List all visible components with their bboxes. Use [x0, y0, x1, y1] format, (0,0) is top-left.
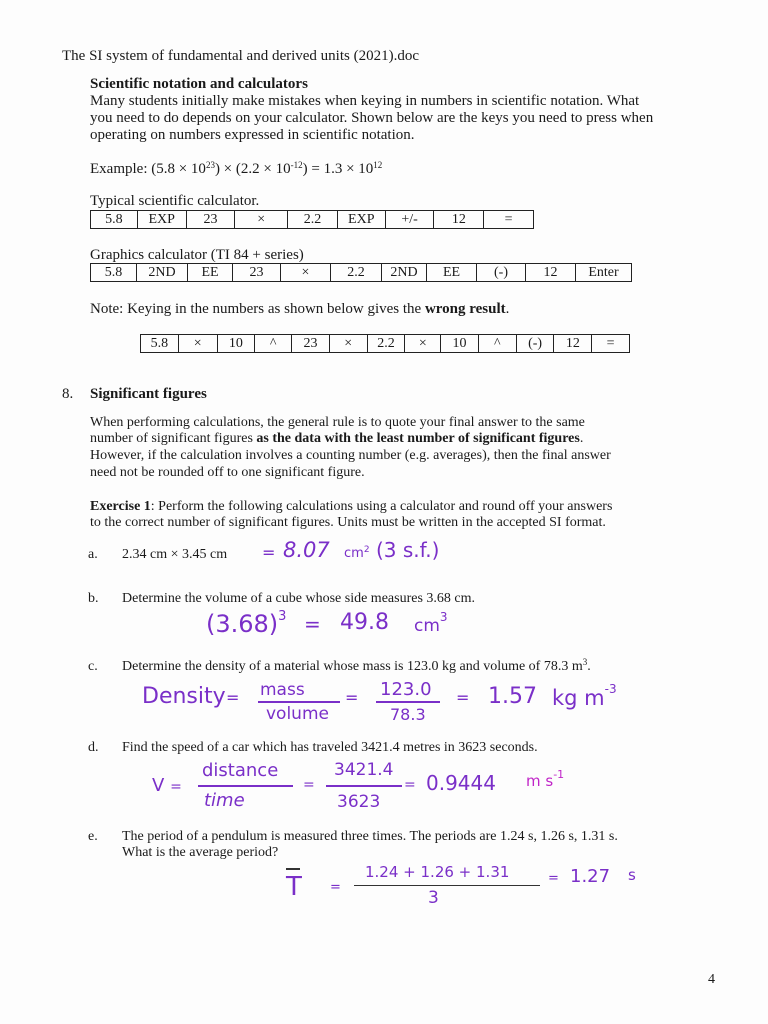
typical-calculator-label: Typical scientific calculator. [90, 193, 260, 209]
key: +/- [386, 211, 435, 228]
item-c-question: Determine the density of a material whose mass is 123.0 kg and volume of 78.3 $m^3$. [122, 657, 591, 674]
typical-calculator-key-sequence [90, 210, 534, 229]
sigfig-paragraph-line-1: When performing calculations, the general rule is to quote your final answer to the same [90, 415, 585, 430]
item-letter-b: b. [88, 591, 99, 606]
key: 23 [187, 211, 236, 228]
key: 5.8 [91, 211, 138, 228]
key: × [405, 335, 441, 352]
answer-d-value: 0.9444 [426, 771, 496, 795]
key: (-) [517, 335, 555, 352]
answer-c-value: 1.57 [488, 684, 537, 709]
item-e-question-line-1: The period of a pendulum is measured three times. The periods are 1.24 s, 1.26 s, 1.31 s. [122, 829, 618, 844]
answer-d-lhs: V = [152, 775, 182, 796]
answer-d-numerator: distance [202, 760, 279, 781]
key: 5.8 [141, 335, 179, 352]
intro-paragraph-line-1: Many students initially make mistakes when keying in numbers in scientific notation. What [90, 93, 640, 109]
key: EXP [138, 211, 187, 228]
wrong-key-sequence [140, 334, 630, 353]
answer-c-fraction-bar-2 [376, 701, 440, 703]
answer-d-fraction-bar [198, 785, 293, 787]
answer-d-numerator-2: 3421.4 [334, 760, 394, 780]
answer-d-denominator-2: 3623 [337, 792, 381, 812]
key: 5.8 [91, 264, 137, 281]
answer-c-numerator: mass [260, 680, 305, 700]
graphics-calculator-label: Graphics calculator (TI 84 + series) [90, 247, 304, 263]
key: EE [427, 264, 477, 281]
exercise-line-1: Exercise 1: Perform the following calculations using a calculator and round off your answers [90, 499, 613, 514]
answer-c-denominator-2: 78.3 [390, 705, 426, 724]
item-letter-a: a. [88, 547, 98, 562]
key: 2.2 [331, 264, 382, 281]
answer-b-lhs: $(3.68)^3$ [206, 609, 287, 638]
key: × [330, 335, 368, 352]
answer-c-equals-1: = [226, 688, 240, 707]
answer-e-numerator: 1.24 + 1.26 + 1.31 [365, 863, 510, 881]
answer-e-bar-over-t [286, 868, 300, 870]
section-heading-significant-figures: Significant figures [90, 386, 207, 402]
item-d-question: Find the speed of a car which has traveled 3421.4 metres in 3623 seconds. [122, 740, 538, 755]
key: 23 [233, 264, 281, 281]
answer-d-fraction-bar-2 [326, 785, 402, 787]
answer-e-lhs: T [286, 872, 302, 902]
key: (-) [477, 264, 526, 281]
answer-c-fraction-bar [258, 701, 340, 703]
key: × [235, 211, 288, 228]
item-a-question: 2.34 cm × 3.45 cm [122, 547, 228, 562]
answer-b-unit: $cm^3$ [414, 610, 448, 636]
key: × [281, 264, 331, 281]
answer-c-lhs: Density [142, 684, 226, 709]
answer-e-equals-2: = [548, 871, 559, 886]
item-e-question-line-2: What is the average period? [122, 845, 279, 860]
answer-a-note: (3 s.f.) [376, 538, 440, 562]
answer-c-numerator-2: 123.0 [380, 679, 432, 700]
item-letter-d: d. [88, 740, 99, 755]
key: 2ND [382, 264, 427, 281]
answer-d-unit: m $s^{-1}$ [526, 768, 565, 790]
key: 2.2 [288, 211, 338, 228]
sigfig-paragraph-line-3: However, if the calculation involves a counting number (e.g. averages), then the final answer [90, 448, 611, 463]
document-title: The SI system of fundamental and derived units (2021).doc [62, 48, 419, 64]
answer-e-fraction-bar [354, 885, 540, 886]
exercise-line-2: to the correct number of significant figures. Units must be written in the accepted SI format. [90, 515, 606, 530]
key: 2.2 [368, 335, 406, 352]
answer-e-equals-1: = [330, 880, 341, 895]
graphics-calculator-key-sequence [90, 263, 632, 282]
answer-e-unit: s [628, 866, 636, 884]
key: EXP [338, 211, 386, 228]
item-b-question: Determine the volume of a cube whose side measures 3.68 cm. [122, 591, 476, 606]
answer-c-denominator: volume [266, 704, 329, 724]
wrong-result-note: Note: Keying in the numbers as shown below gives the wrong result. [90, 301, 510, 317]
item-letter-c: c. [88, 659, 98, 674]
key: Enter [588, 265, 619, 280]
example-equation: Example: $(5.8 \times 10^{23}) \times (2.2 \times 10^{-12}) = 1.3 \times 10^{12}$ [90, 160, 383, 177]
page-number: 4 [708, 972, 715, 987]
section-heading-scientific-notation: Scientific notation and calculators [90, 76, 308, 92]
answer-d-equals-2: = [303, 777, 315, 793]
key: 23 [292, 335, 330, 352]
key: 12 [554, 335, 592, 352]
key: = [504, 212, 513, 227]
answer-e-value: 1.27 [570, 866, 611, 887]
key: ^ [255, 335, 292, 352]
answer-d-denominator: time [204, 790, 245, 811]
answer-b-value: 49.8 [340, 610, 389, 635]
key: 12 [434, 211, 484, 228]
key: × [179, 335, 218, 352]
answer-e-denominator: 3 [428, 888, 439, 908]
key: 2ND [137, 264, 188, 281]
intro-paragraph-line-2: you need to do depends on your calculator. Shown below are the keys you need to press when [90, 110, 654, 126]
intro-paragraph-line-3: operating on numbers expressed in scientific notation. [90, 127, 415, 143]
sigfig-paragraph-line-2: number of significant figures as the data with the least number of significant figures. [90, 431, 584, 446]
key: 10 [218, 335, 256, 352]
key: ^ [479, 335, 517, 352]
answer-c-unit: kg $m^{-3}$ [552, 682, 617, 710]
key: = [606, 336, 615, 351]
answer-d-equals-3: = [404, 777, 416, 793]
answer-c-equals-3: = [456, 688, 470, 707]
answer-a-value: 8.07 [283, 538, 330, 562]
key: 12 [526, 264, 576, 281]
sigfig-paragraph-line-4: need not be rounded off to one significant figure. [90, 465, 365, 480]
key: 10 [441, 335, 479, 352]
answer-b-equals: = [304, 612, 321, 636]
section-number: 8. [62, 386, 74, 402]
answer-a-unit: $cm^2$ [344, 545, 370, 561]
item-letter-e: e. [88, 829, 98, 844]
key: EE [188, 264, 233, 281]
answer-a-equals: = [262, 543, 276, 562]
answer-c-equals-2: = [345, 688, 359, 707]
